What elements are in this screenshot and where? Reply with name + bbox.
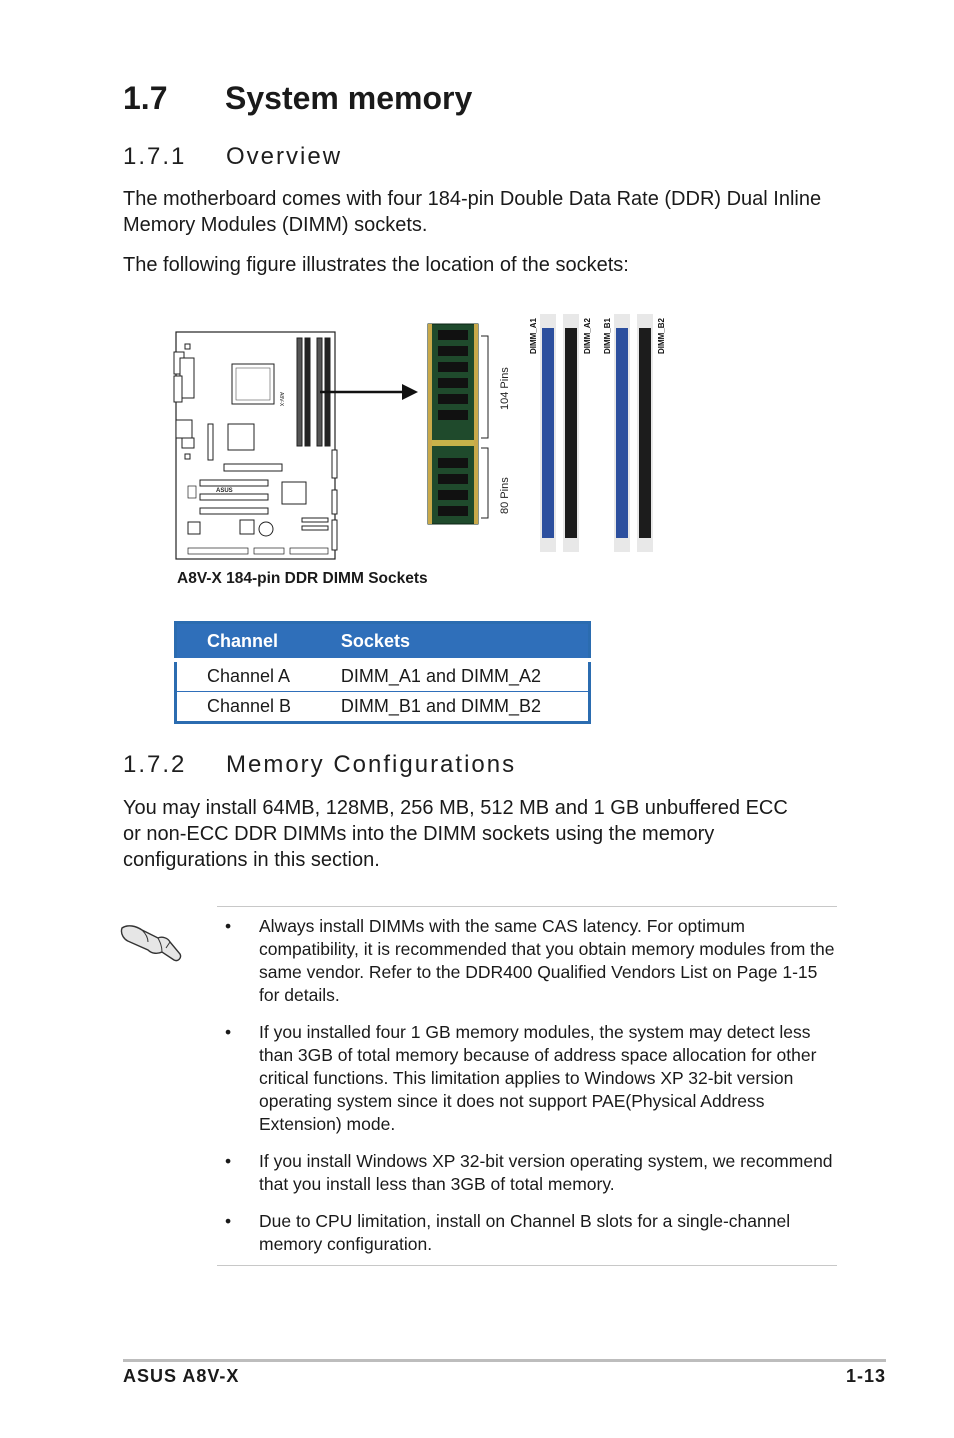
memory-config-number: 1.7.2 xyxy=(123,751,187,778)
figure-intro-paragraph: The following figure illustrates the location of the sockets: xyxy=(123,254,629,276)
header-channel: Channel xyxy=(207,630,279,651)
cell-channel: Channel B xyxy=(176,692,315,723)
cell-sockets: DIMM_B1 and DIMM_B2 xyxy=(315,692,590,723)
dimm-slot-b1 xyxy=(603,314,630,552)
dimm-b1-label: DIMM_B1 xyxy=(603,317,612,354)
note-text: If you install Windows XP 32-bit version operating system, we recommend that you install less than 3GB of total memory. xyxy=(259,1151,833,1194)
dimm-b2-label: DIMM_B2 xyxy=(657,317,666,354)
memory-config-paragraph: You may install 64MB, 128MB, 256 MB, 512 MB and 1 GB unbuffered ECC or non-ECC DDR DIMMs into the DIMM sockets using the memory configurations in this section. xyxy=(123,797,788,871)
pins-top-label: 104 Pins xyxy=(499,367,511,410)
note-text: Due to CPU limitation, install on Channel B slots for a single-channel memory configuration. xyxy=(259,1211,791,1254)
table-row xyxy=(176,692,590,723)
overview-paragraph: The motherboard comes with four 184-pin Double Data Rate (DDR) Dual Inline Memory Modules (DIMM) sockets. xyxy=(123,188,822,236)
memory-config-heading xyxy=(123,751,516,779)
list-item xyxy=(217,915,837,1007)
hand-note-icon xyxy=(118,918,186,966)
list-item xyxy=(217,1210,837,1256)
cell-sockets: DIMM_A1 and DIMM_A2 xyxy=(340,666,541,686)
overview-title: Overview xyxy=(226,143,343,170)
note-box xyxy=(217,906,837,1266)
pin-brackets xyxy=(481,336,488,518)
dimm-slot-a1 xyxy=(529,314,556,552)
table-row xyxy=(176,660,590,692)
list-item xyxy=(217,1021,837,1136)
section-title: System memory xyxy=(225,80,473,116)
dimm-a1-label: DIMM_A1 xyxy=(529,317,538,354)
footer-rule xyxy=(123,1359,886,1362)
bullet-icon: • xyxy=(225,1151,232,1171)
bullet-icon: • xyxy=(225,1211,232,1231)
dimm-slot-a2 xyxy=(563,314,592,552)
overview-heading xyxy=(123,143,342,171)
note-list xyxy=(217,915,837,1270)
overview-number: 1.7.1 xyxy=(123,143,187,170)
list-item xyxy=(217,1150,837,1196)
memory-config-title: Memory Configurations xyxy=(226,751,517,778)
bullet-icon: • xyxy=(225,916,232,936)
board-model-label: A8V-X xyxy=(278,392,284,407)
table-header-row xyxy=(176,623,590,661)
cell-channel: Channel A xyxy=(207,666,291,686)
dimm-slot-b2 xyxy=(637,314,666,552)
channel-table xyxy=(174,621,591,724)
note-text: Always install DIMMs with the same CAS latency. For optimum compatibility, it is recommended that you obtain memory modules from the same vendor. Refer to the DDR400 Qualified Vendors List on Page 1-15 for details. xyxy=(259,916,835,1005)
dimm-module xyxy=(428,324,478,524)
pins-bottom-label: 80 Pins xyxy=(499,477,511,514)
dimm-a2-label: DIMM_A2 xyxy=(583,317,592,354)
dimm-socket-figure xyxy=(170,300,690,565)
bullet-icon: • xyxy=(225,1022,232,1042)
figure-caption: A8V-X 184-pin DDR DIMM Sockets xyxy=(177,570,428,587)
motherboard-diagram xyxy=(174,332,337,559)
section-number: 1.7 xyxy=(123,80,168,116)
footer-page-number: 1-13 xyxy=(845,1366,886,1386)
footer-product: ASUS A8V-X xyxy=(123,1366,240,1386)
header-sockets: Sockets xyxy=(340,630,410,651)
note-text: If you installed four 1 GB memory modules, the system may detect less than 3GB of total memory because of address space allocation for other critical functions. This limitation applies to Windows XP 32-bit version operating system since it does not support PAE(Physical Address Extension) mode. xyxy=(259,1022,817,1134)
section-heading xyxy=(123,80,472,117)
board-brand-label: ASUS xyxy=(216,488,233,494)
